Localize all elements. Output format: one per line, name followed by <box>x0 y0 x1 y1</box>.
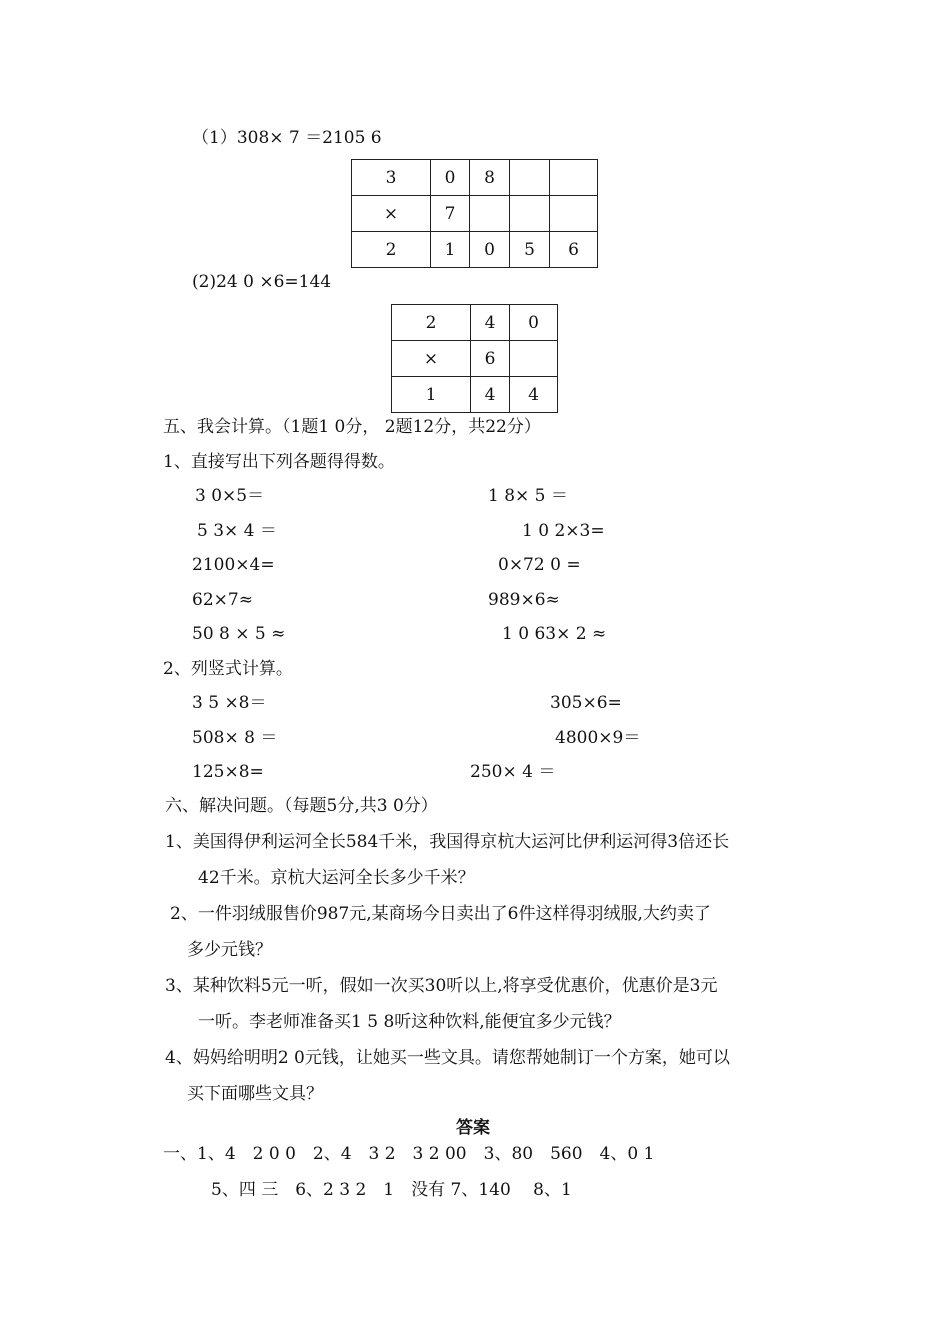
calc-item: 0×72 0 = <box>498 555 581 575</box>
grid-row <box>352 160 598 196</box>
grid-cell: 6 <box>471 341 510 377</box>
grid-row <box>392 377 558 413</box>
grid-cell: 4 <box>510 377 558 413</box>
grid-cell: 8 <box>470 160 510 196</box>
answers-title: 答案 <box>456 1118 490 1138</box>
calc-item: 3 0×5＝ <box>195 486 265 506</box>
grid-row <box>352 196 598 232</box>
grid-cell: 0 <box>470 232 510 268</box>
grid-row <box>352 232 598 268</box>
section5-q2-title: 2、列竖式计算。 <box>163 659 293 679</box>
grid-cell: 3 <box>352 160 431 196</box>
grid-cell: 2 <box>352 232 431 268</box>
word-problem-line: 3、某种饮料5元一听，假如一次买30听以上,将享受优惠价，优惠价是3元 <box>165 976 718 996</box>
word-problem-line: 1、美国得伊利运河全长584千米，我国得京杭大运河比伊利运河得3倍还长 <box>165 832 730 852</box>
problem2-label: (2)24 0 ×6=144 <box>192 272 332 292</box>
word-problem-line: 买下面哪些文具？ <box>187 1084 323 1104</box>
grid-cell <box>550 196 598 232</box>
grid-cell <box>470 196 510 232</box>
answers-line: 5、四 三 6、2 3 2 1 没有 7、140 8、1 <box>211 1180 572 1200</box>
grid-row <box>392 341 558 377</box>
calc-item: 62×7≈ <box>192 590 253 610</box>
grid-cell: 1 <box>392 377 471 413</box>
calc-item: 989×6≈ <box>488 590 560 610</box>
grid-cell <box>510 341 558 377</box>
problem1-label: （1）308× 7 ＝2105 6 <box>192 128 382 148</box>
calc-item: 50 8 × 5 ≈ <box>192 624 286 644</box>
calc-item: 125×8= <box>192 762 264 782</box>
grid-cell: 2 <box>392 305 471 341</box>
grid-cell: 4 <box>471 377 510 413</box>
calc-item: 1 0 63× 2 ≈ <box>502 624 607 644</box>
grid-cell <box>550 160 598 196</box>
grid-cell: 7 <box>431 196 470 232</box>
calc-item: 4800×9＝ <box>555 728 641 748</box>
grid-cell: 4 <box>471 305 510 341</box>
calc-item: 2100×4= <box>192 555 275 575</box>
calc-item: 508× 8 ＝ <box>192 728 278 748</box>
grid-cell: 5 <box>510 232 550 268</box>
section6-title: 六、解决问题。（每题5分,共3 0分） <box>165 796 438 816</box>
grid-cell: × <box>352 196 431 232</box>
word-problem-line: 4、妈妈给明明2 0元钱，让她买一些文具。请您帮她制订一个方案，她可以 <box>165 1048 730 1068</box>
calc-item: 305×6= <box>550 693 622 713</box>
grid-cell <box>510 196 550 232</box>
grid-cell: 1 <box>431 232 470 268</box>
calc-item: 5 3× 4 ＝ <box>197 521 277 541</box>
calc-item: 3 5 ×8＝ <box>192 693 267 713</box>
grid-cell <box>510 160 550 196</box>
grid-cell: 0 <box>510 305 558 341</box>
grid-cell: 6 <box>550 232 598 268</box>
section5-title: 五、我会计算。（1题1 0分， 2题12分，共22分） <box>163 417 541 437</box>
grid-cell: 0 <box>431 160 470 196</box>
grid-cell: × <box>392 341 471 377</box>
grid-row <box>392 305 558 341</box>
calc-item: 1 0 2×3= <box>522 521 605 541</box>
problem2-grid <box>391 304 558 413</box>
word-problem-line: 2、一件羽绒服售价987元,某商场今日卖出了6件这样得羽绒服,大约卖了 <box>170 904 711 924</box>
section5-q1-title: 1、直接写出下列各题得得数。 <box>163 452 395 472</box>
answers-line: 一、1、4 2 0 0 2、4 3 2 3 2 00 3、80 560 4、0 1 <box>163 1144 655 1164</box>
word-problem-line: 一听。李老师准备买1 5 8听这种饮料,能便宜多少元钱？ <box>198 1012 621 1032</box>
problem1-grid <box>351 159 598 268</box>
calc-item: 250× 4 ＝ <box>470 762 556 782</box>
word-problem-line: 42千米。京杭大运河全长多少千米？ <box>198 868 475 888</box>
calc-item: 1 8× 5 ＝ <box>488 486 568 506</box>
word-problem-line: 多少元钱？ <box>187 940 272 960</box>
